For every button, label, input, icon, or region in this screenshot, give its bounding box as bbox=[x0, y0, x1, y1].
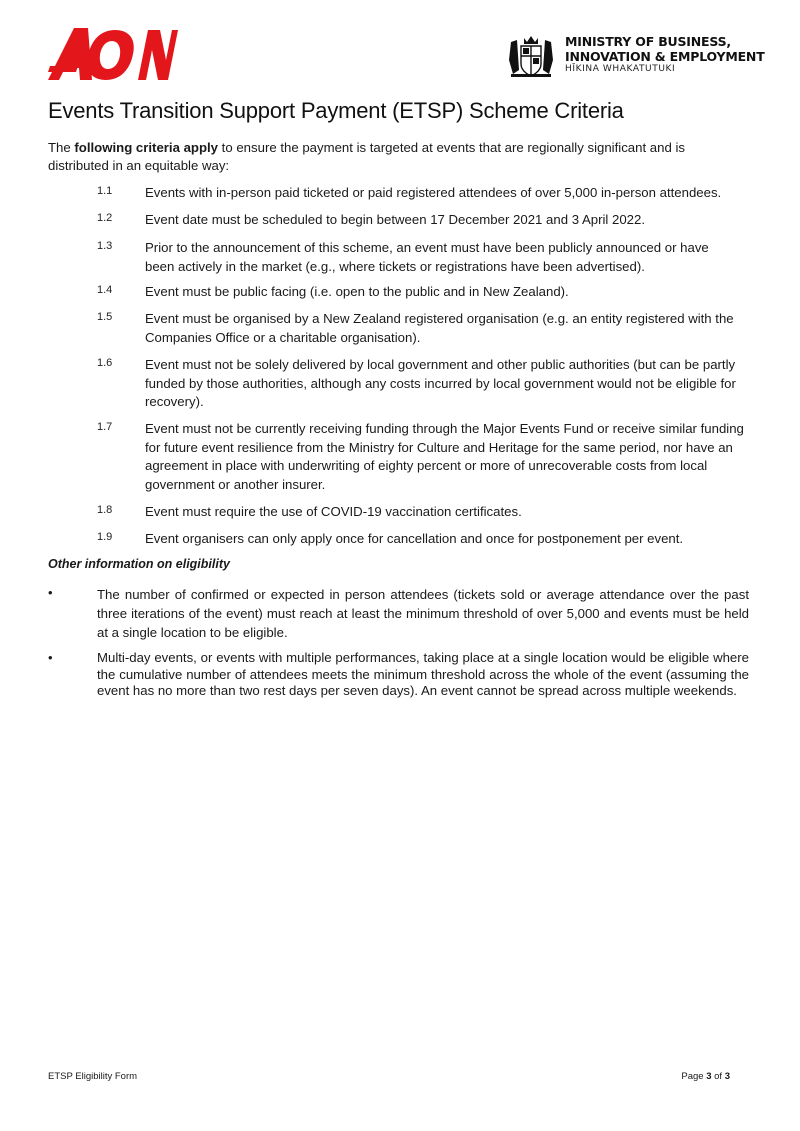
criterion-number: 1.4 bbox=[97, 284, 113, 296]
mbie-name-line1: MINISTRY OF BUSINESS, bbox=[565, 34, 731, 49]
criterion-number: 1.7 bbox=[97, 421, 113, 433]
criterion-text: Event must not be currently receiving funding through the Major Events Fund or receive similar funding for future event resilience from the Ministry for Culture and Heritage for the same period, nor have an agreement in place with underwriting of eighty percent or more of unrecoverable costs from local government or another insurer. bbox=[145, 421, 744, 492]
criterion-number: 1.3 bbox=[97, 240, 113, 252]
criterion-text: Prior to the announcement of this scheme, an event must have been publicly announced or have been actively in the market (e.g., where tickets or registrations have been advertised). bbox=[145, 240, 709, 274]
criterion-text: Event date must be scheduled to begin between 17 December 2021 and 3 April 2022. bbox=[145, 212, 646, 227]
criterion-number: 1.8 bbox=[97, 504, 113, 516]
footer-form-name: ETSP Eligibility Form bbox=[48, 1071, 138, 1082]
other-info-heading: Other information on eligibility bbox=[48, 557, 230, 571]
criterion-number: 1.2 bbox=[97, 212, 113, 224]
nz-coat-of-arms-icon bbox=[505, 30, 557, 80]
criterion-number: 1.1 bbox=[97, 185, 113, 197]
intro-prefix: The bbox=[48, 140, 75, 155]
criterion-text: Event organisers can only apply once for cancellation and once for postponement per event. bbox=[145, 531, 684, 546]
page-total: 3 bbox=[724, 1071, 730, 1082]
criterion-text: Event must require the use of COVID-19 vaccination certificates. bbox=[145, 504, 522, 519]
page-current: 3 bbox=[706, 1071, 712, 1082]
criterion-number: 1.5 bbox=[97, 311, 113, 323]
criterion-text: Event must be organised by a New Zealand registered organisation (e.g. an entity registered with the Companies Office or a charitable organisation). bbox=[145, 311, 734, 345]
page-title: Events Transition Support Payment (ETSP) Scheme Criteria bbox=[48, 98, 624, 123]
bullet-text: The number of confirmed or expected in person attendees (tickets sold or average attendance over the past three iterations of the event) must reach at least the minimum threshold of over 5,000 and events must be held at a single location to be eligible. bbox=[97, 587, 749, 640]
criterion-number: 1.9 bbox=[97, 531, 113, 543]
criterion-text: Event must be public facing (i.e. open to the public and in New Zealand). bbox=[145, 284, 569, 299]
bullet-text: Multi-day events, or events with multiple performances, taking place at a single location would be eligible where the cumulative number of attendees meets the minimum threshold across the whole of the event (assuming the event has no more than two rest days per seven days). An event cannot be spread across multiple weekends. bbox=[97, 650, 749, 698]
mbie-maori-name: HĪKINA WHAKATUTUKI bbox=[565, 64, 676, 74]
intro-bold: following criteria apply bbox=[74, 140, 219, 155]
bullet-icon: • bbox=[48, 650, 53, 665]
criterion-number: 1.6 bbox=[97, 357, 113, 369]
mbie-logo bbox=[505, 30, 765, 80]
intro-paragraph bbox=[48, 139, 748, 175]
intro-suffix: to ensure the payment is targeted at events that are regionally significant and is distributed in an equitable way: bbox=[48, 140, 685, 173]
page-prefix: Page bbox=[681, 1071, 707, 1082]
page-of: of bbox=[711, 1071, 725, 1082]
bullet-icon: • bbox=[48, 585, 53, 600]
mbie-name-line2: INNOVATION & EMPLOYMENT bbox=[565, 48, 765, 64]
footer-page-number bbox=[681, 1071, 730, 1082]
criterion-text: Event must not be solely delivered by local government and other public authorities (but can be partly funded by those authorities, although any costs incurred by local government would not be eligible for recovery). bbox=[145, 357, 736, 409]
aon-logo bbox=[48, 26, 178, 80]
criterion-text: Events with in-person paid ticketed or paid registered attendees of over 5,000 in-person attendees. bbox=[145, 185, 722, 200]
